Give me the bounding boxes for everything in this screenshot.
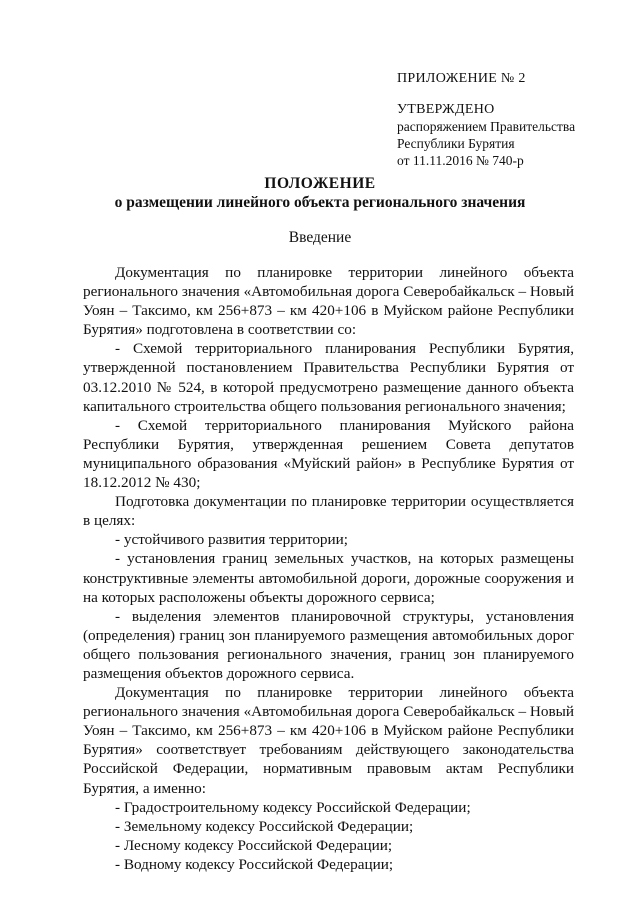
approval-order-line-1: распоряжением Правительства: [397, 119, 576, 134]
paragraph: - Градостроительному кодексу Российской Федерации;: [115, 798, 471, 816]
paragraph: - Водному кодексу Российской Федерации;: [115, 855, 394, 873]
approved-label: УТВЕРЖДЕНО: [397, 102, 495, 117]
paragraph: - устойчивого развития территории;: [115, 531, 348, 549]
appendix-number: ПРИЛОЖЕНИЕ № 2: [397, 71, 526, 86]
approval-block: [397, 70, 597, 169]
paragraph: - Земельному кодексу Российской Федерации;: [115, 817, 414, 835]
document-title: [0, 174, 640, 212]
document-title-line-1: ПОЛОЖЕНИЕ: [264, 175, 376, 192]
paragraph: Подготовка документации по планировке территории осуществляется в целях:: [83, 493, 574, 530]
document-body: [83, 263, 574, 874]
approval-order-line-3: от 11.11.2016 № 740-р: [397, 153, 524, 168]
approval-order-line-2: Республики Бурятия: [397, 136, 515, 151]
section-heading: Введение: [288, 229, 352, 246]
paragraph: - Схемой территориального планирования Республики Бурятия, утвержденной постановлением Правительства Республики Бурятия от 03.12.2010 № 524, в которой предусмотрено размещение данного объекта капитального строительства общего пользования регионального значения;: [83, 340, 574, 415]
document-title-line-2: о размещении линейного объекта регионального значения: [114, 194, 526, 211]
paragraph: - Лесному кодексу Российской Федерации;: [115, 836, 393, 854]
paragraph: Документация по планировке территории линейного объекта регионального значения «Автомобильная дорога Северобайкальск – Новый Уоян – Таксимо, км 256+873 – км 420+106 в Муйском районе Республики Бурятия» соответствует требованиям действующего законодательства Российской Федерации, нормативным правовым актам Республики Бурятия, а именно:: [83, 684, 574, 797]
paragraph: Документация по планировке территории линейного объекта регионального значения «Автомобильная дорога Северобайкальск – Новый Уоян – Таксимо, км 256+873 – км 420+106 в Муйском районе Республики Бурятия» подготовлена в соответствии со:: [83, 264, 574, 339]
paragraph: - Схемой территориального планирования Муйского района Республики Бурятия, утвержденная решением Совета депутатов муниципального образования «Муйский район» в Республике Бурятия от 18.12.2012 № 430;: [83, 416, 574, 492]
paragraph: - выделения элементов планировочной структуры, установления (определения) границ зон планируемого размещения автомобильных дорог общего пользования регионального значения, границ зон планируемого размещения объектов дорожного сервиса.: [83, 607, 574, 682]
paragraph: - установления границ земельных участков, на которых размещены конструктивные элементы автомобильной дороги, дорожные сооружения и на которых расположены объекты дорожного сервиса;: [83, 550, 574, 606]
